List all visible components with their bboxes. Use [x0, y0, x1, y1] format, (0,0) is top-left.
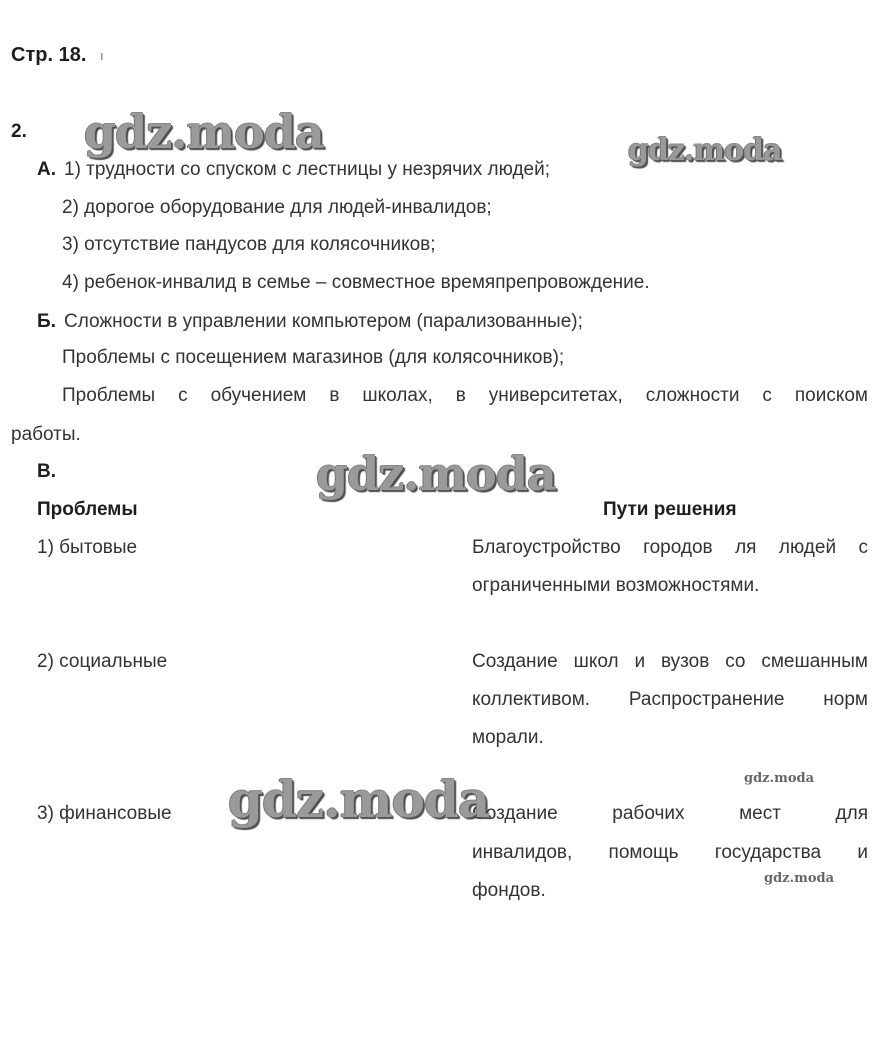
- watermark: gdz.moda: [84, 105, 324, 159]
- page-title: Стр. 18.: [11, 44, 87, 66]
- section-b-line: Проблемы с посещением магазинов (для колясочников);: [62, 347, 565, 368]
- section-a-item: 1) трудности со спуском с лестницы у незрячих людей;: [64, 159, 550, 180]
- solution-line: Создание рабочих мест для: [472, 803, 868, 824]
- section-a-label: А.: [37, 159, 56, 180]
- solution-line: морали.: [472, 727, 544, 748]
- watermark: gdz.moda: [744, 771, 815, 786]
- problem-item: 1) бытовые: [37, 537, 138, 558]
- column-header-problems: Проблемы: [37, 499, 138, 520]
- solution-line: Благоустройство городов ля людей с: [472, 537, 868, 558]
- page-mark: ı: [100, 48, 104, 63]
- solution-line: Создание школ и вузов со смешанным: [472, 651, 868, 672]
- section-a-item: 3) отсутствие пандусов для колясочников;: [62, 234, 436, 255]
- problem-item: 3) финансовые: [37, 803, 172, 824]
- watermark: gdz.moda: [764, 871, 835, 886]
- solution-line: коллективом. Распространение норм: [472, 689, 868, 710]
- section-b-line: Сложности в управлении компьютером (парализованные);: [64, 311, 583, 332]
- section-a-item: 2) дорогое оборудование для людей-инвалидов;: [62, 197, 492, 218]
- task-number: 2.: [11, 121, 27, 142]
- section-a-item: 4) ребенок-инвалид в семье – совместное времяпрепровождение.: [62, 272, 650, 293]
- problem-item: 2) социальные: [37, 651, 168, 672]
- watermark: gdz.moda: [316, 447, 556, 501]
- solution-line: ограниченными возможностями.: [472, 575, 760, 596]
- watermark: gdz.moda: [228, 770, 490, 829]
- section-b-line: работы.: [11, 424, 81, 445]
- section-b-label: Б.: [37, 311, 56, 332]
- solution-line: фондов.: [472, 880, 546, 901]
- watermark: gdz.moda: [628, 133, 782, 168]
- column-header-solutions: Пути решения: [603, 499, 737, 520]
- section-b-line: Проблемы с обучением в школах, в университетах, сложности с поиском: [62, 385, 868, 406]
- solution-line: инвалидов, помощь государства и: [472, 842, 868, 863]
- section-c-label: В.: [37, 461, 56, 482]
